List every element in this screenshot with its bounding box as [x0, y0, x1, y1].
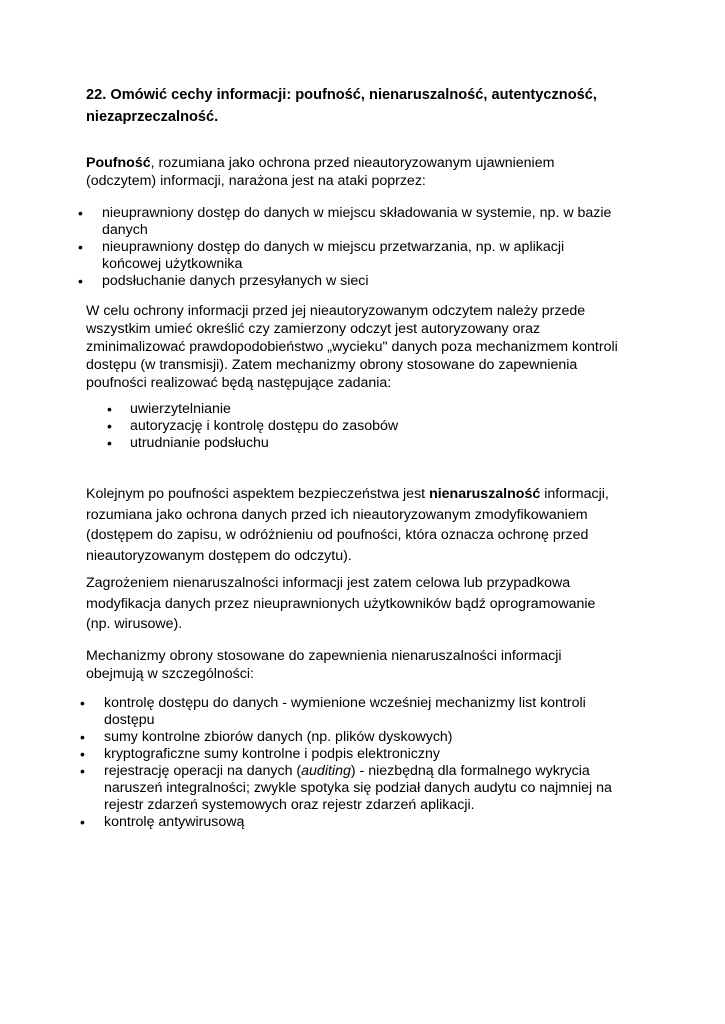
list-item-line: końcowej użytkownika — [102, 256, 243, 272]
term-integrity: nienaruszalność — [429, 486, 541, 502]
list-item-line: nieuprawniony dostęp do danych w miejscu przetwarzania, np. w aplikacji — [102, 239, 565, 255]
confidentiality-intro — [86, 154, 554, 190]
list-item — [107, 418, 607, 435]
integrity-line-1-post: informacji, — [540, 486, 609, 502]
paragraph-line: obejmują w szczególności: — [86, 666, 254, 682]
list-item — [78, 273, 678, 290]
title-line-1: 22. Omówić cechy informacji: poufność, nienaruszalność, autentyczność, — [86, 87, 597, 103]
list-item-line: autoryzację i kontrolę dostępu do zasobów — [130, 418, 399, 434]
bullet-icon: • — [80, 763, 85, 779]
integrity-line-1-pre: Kolejnym po poufności aspektem bezpieczeństwa jest — [86, 486, 430, 502]
list-item-line: kontrolę dostępu do danych - wymienione wcześniej mechanizmy list kontroli — [104, 695, 586, 711]
bullet-icon: • — [78, 205, 83, 221]
bullet-icon: • — [78, 239, 83, 255]
list-item — [78, 239, 678, 273]
protection-paragraph — [86, 302, 618, 392]
term-auditing: auditing — [301, 763, 351, 779]
mechanisms-list — [80, 695, 680, 831]
mechanisms-paragraph — [86, 647, 562, 683]
list-item — [78, 205, 678, 239]
list-item-line: naruszeń integralności; zwykle spotyka się podział danych audytu co najmniej na — [104, 780, 612, 796]
paragraph-line: (np. wirusowe). — [86, 616, 183, 632]
item4-pre: rejestrację operacji na danych ( — [104, 763, 302, 779]
paragraph-line: Zagrożeniem nienaruszalności informacji jest zatem celowa lub przypadkowa — [86, 575, 571, 591]
list-item-line: rejestr zdarzeń systemowych oraz rejestr zdarzeń aplikacji. — [104, 797, 475, 813]
list-item — [80, 729, 680, 746]
paragraph-line: modyfikacja danych przez nieuprawnionych użytkowników bądź oprogramowanie — [86, 595, 596, 612]
bullet-icon: • — [107, 435, 112, 451]
bullet-icon: • — [107, 418, 112, 434]
list-item-line: podsłuchanie danych przesyłanych w sieci — [102, 273, 369, 289]
list-item-line: sumy kontrolne zbiorów danych (np. plików dyskowych) — [104, 729, 453, 745]
paragraph-line: dostępu (w transmisji). Zatem mechanizmy obrony stosowane do zapewnienia — [86, 357, 578, 373]
list-item-line: kryptograficzne sumy kontrolne i podpis elektroniczny — [104, 746, 440, 762]
paragraph-line: wszystkim umieć określić czy zamierzony odczyt jest autoryzowany oraz — [86, 321, 541, 337]
page-title — [86, 84, 646, 128]
paragraph-line: poufności realizować będą następujące zadania: — [86, 375, 392, 391]
paragraph-line: Mechanizmy obrony stosowane do zapewnienia nienaruszalności informacji — [86, 648, 562, 664]
title-line-2: niezaprzeczalność. — [86, 109, 219, 125]
paragraph-line: zminimalizować prawdopodobieństwo „wycieku" danych poza mechanizmem kontroli — [86, 339, 618, 355]
list-item-line: kontrolę antywirusową — [104, 814, 245, 830]
intro-line-1-rest: , rozumiana jako ochrona przed nieautoryzowanym ujawnieniem — [150, 155, 555, 171]
intro-line-2: (odczytem) informacji, narażona jest na ataki poprzez: — [86, 173, 426, 189]
attacks-list — [78, 205, 678, 290]
threat-paragraph — [86, 573, 595, 635]
bullet-icon: • — [80, 695, 85, 711]
bullet-icon: • — [80, 729, 85, 745]
bullet-icon: • — [80, 746, 85, 762]
list-item — [107, 401, 607, 418]
list-item — [80, 763, 680, 814]
list-item — [107, 435, 607, 452]
bullet-icon: • — [107, 401, 112, 417]
integrity-intro — [86, 484, 609, 566]
item4-post: ) - niezbędną dla formalnego wykrycia — [350, 763, 590, 779]
list-item — [80, 746, 680, 763]
paragraph-line: W celu ochrony informacji przed jej nieautoryzowanym odczytem należy przede — [86, 303, 586, 319]
paragraph-line: (dostępem do zapisu, w odróżnieniu od poufności, która oznacza ochronę przed — [86, 527, 589, 543]
bullet-icon: • — [80, 814, 85, 830]
list-item-line: utrudnianie podsłuchu — [130, 435, 269, 451]
paragraph-line: rozumiana jako ochrona danych przed ich nieautoryzowanym zmodyfikowaniem — [86, 506, 588, 523]
tasks-list — [107, 401, 607, 452]
paragraph-line: nieautoryzowanym dostępem do odczytu). — [86, 547, 352, 564]
list-item — [80, 814, 680, 831]
list-item — [80, 695, 680, 729]
bullet-icon: • — [78, 273, 83, 289]
term-confidentiality: Poufność — [86, 155, 151, 171]
list-item-line: nieuprawniony dostęp do danych w miejscu składowania w systemie, np. w bazie — [102, 205, 612, 221]
list-item-line: danych — [102, 222, 148, 238]
list-item-line: uwierzytelnianie — [130, 401, 231, 417]
list-item-line: dostępu — [104, 712, 155, 728]
